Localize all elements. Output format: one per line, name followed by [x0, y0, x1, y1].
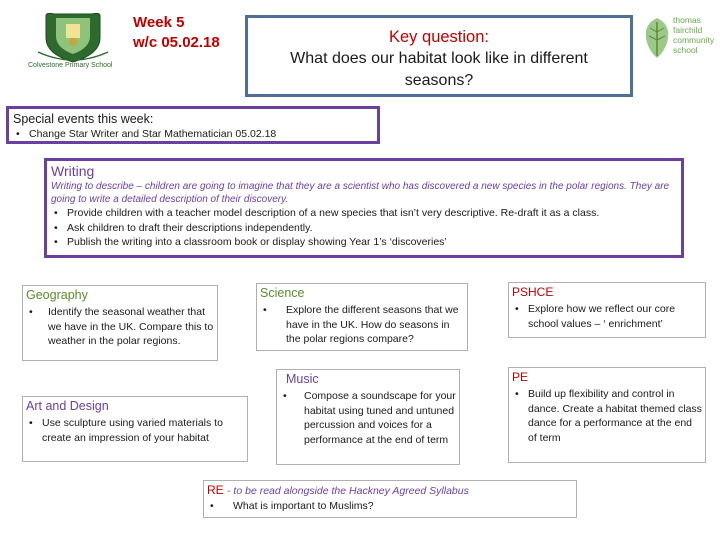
pshce-item: • Explore how we reflect our core school values – ‘ enrichment’ — [512, 302, 702, 331]
leaf-logo-icon — [640, 14, 674, 64]
art-design-title: Art and Design — [26, 399, 109, 413]
school-crest-icon — [28, 8, 118, 66]
writing-intro: Writing to describe – children are going to imagine that they are a scientist who has discovered a new species in the polar regions. They are going to write a detailed description of their discovery. — [51, 181, 670, 205]
special-events-list — [13, 127, 373, 142]
re-item: • What is important to Muslims? — [207, 499, 573, 514]
science-item: • Explore the different seasons that we have in the UK. How do seasons in the polar regions compare? — [260, 303, 464, 347]
writing-item: • Ask children to draft their descriptions independently. — [51, 221, 677, 236]
art-design-box — [22, 396, 248, 462]
science-box — [256, 283, 468, 351]
geography-title: Geography — [26, 288, 88, 302]
pe-list — [512, 387, 702, 445]
partner-logo-line-2: fairchild — [673, 25, 703, 35]
writing-title: Writing — [51, 163, 95, 179]
art-design-item: • Use sculpture using varied materials to create an impression of your habitat — [26, 416, 244, 445]
partner-logo-line-1: thomas — [673, 15, 701, 25]
science-list — [260, 303, 464, 347]
writing-box — [44, 158, 684, 258]
pshce-list — [512, 302, 702, 331]
geography-box — [22, 285, 218, 361]
special-event-item: • Change Star Writer and Star Mathematician 05.02.18 — [13, 127, 373, 142]
pe-title: PE — [512, 370, 529, 384]
pe-box — [508, 367, 706, 463]
week-commencing-date: w/c 05.02.18 — [133, 34, 220, 51]
key-question-text: What does our habitat look like in different seasons? — [290, 50, 588, 89]
geography-list — [26, 305, 214, 349]
re-box — [203, 480, 577, 518]
re-heading — [207, 482, 573, 499]
writing-item: • Publish the writing into a classroom book or display showing Year 1’s ‘discoveries’ — [51, 235, 677, 250]
partner-logo-line-3: community — [673, 35, 715, 45]
re-title: RE — [207, 483, 224, 497]
music-item: • Compose a soundscape for your habitat using tuned and untuned percussion and voices for a performance at the end of term — [280, 389, 456, 447]
school-name: Colvestone Primary School — [28, 62, 113, 69]
week-number: Week 5 — [133, 14, 185, 31]
science-title: Science — [260, 286, 305, 300]
school-logo — [28, 8, 118, 66]
writing-item: • Provide children with a teacher model description of a new species that isn’t very descriptive. Re-draft it as a class. — [51, 206, 677, 221]
music-list — [280, 389, 456, 447]
key-question-label: Key question: — [389, 28, 489, 46]
special-events-title: Special events this week: — [13, 112, 154, 126]
week-label — [133, 13, 243, 53]
partner-logo-line-4: school — [673, 45, 698, 55]
pshce-box — [508, 282, 706, 338]
re-list — [207, 499, 573, 514]
music-title: Music — [286, 372, 319, 386]
pe-item: • Build up flexibility and control in dance. Create a habitat themed class dance for a performance at the end of term — [512, 387, 702, 445]
art-design-list — [26, 416, 244, 445]
key-question-box — [245, 15, 633, 97]
partner-logo — [640, 12, 718, 70]
pshce-title: PSHCE — [512, 285, 554, 299]
re-subtitle: - to be read alongside the Hackney Agreed Syllabus — [227, 485, 469, 497]
writing-list — [51, 206, 677, 250]
music-box — [276, 369, 460, 465]
special-events-box — [6, 106, 380, 144]
geography-item: • Identify the seasonal weather that we have in the UK. Compare this to weather in the polar regions. — [26, 305, 214, 349]
